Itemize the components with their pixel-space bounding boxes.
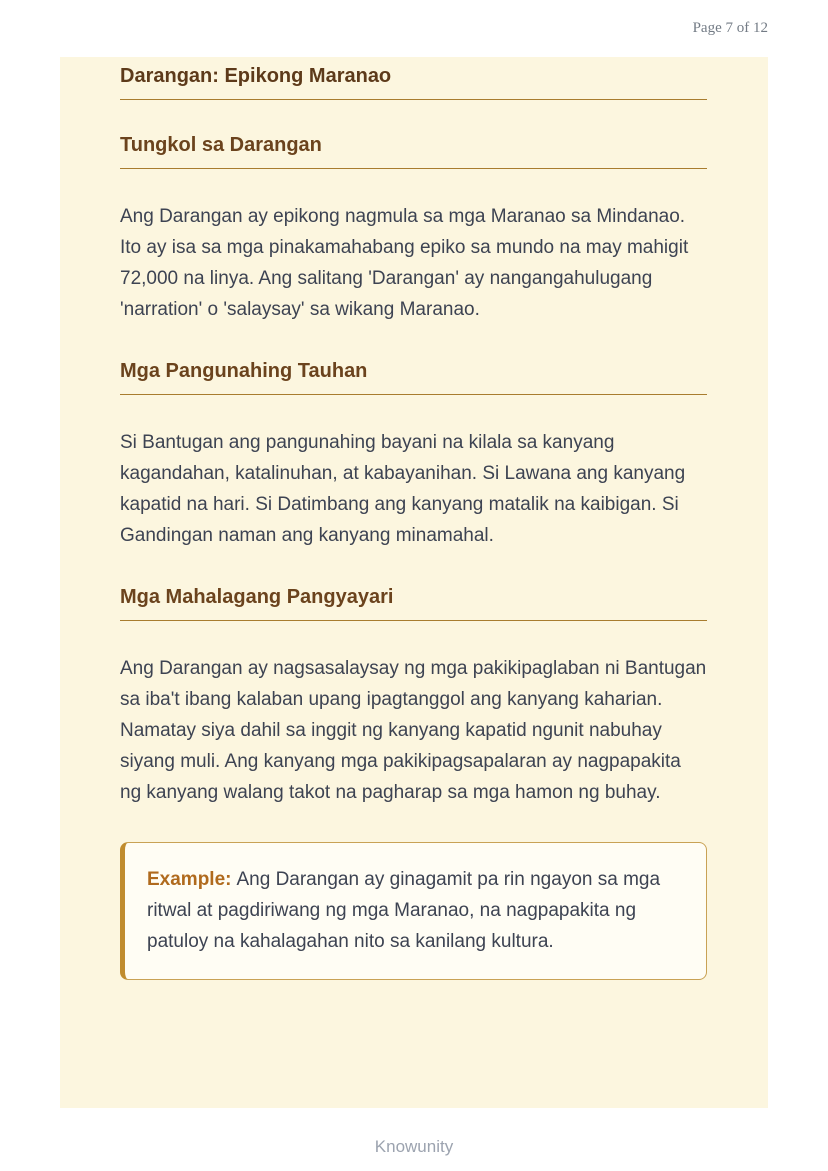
section-body-tungkol-sa-darangan: Ang Darangan ay epikong nagmula sa mga Maranao sa Mindanao. Ito ay isa sa mga pinakamahabang epiko sa mundo na may mahigit 72,000 na linya. Ang salitang 'Darangan' ay nangangahulugang 'narration' o 'salaysay' sa wikang Maranao. — [120, 206, 689, 320]
page-title: Darangan: Epikong Maranao — [120, 63, 707, 100]
section-heading-tungkol-sa-darangan: Tungkol sa Darangan — [120, 132, 707, 169]
example-label: Example: — [147, 869, 232, 890]
section-body-mga-pangunahing-tauhan: Si Bantugan ang pangunahing bayani na kilala sa kanyang kagandahan, katalinuhan, at kabayanihan. Si Lawana ang kanyang kapatid na hari. Si Datimbang ang kanyang matalik na kaibigan. Si Gandingan naman ang kanyang minamahal. — [120, 432, 686, 546]
footer-brand: Knowunity — [374, 1137, 454, 1156]
section-heading-mga-pangunahing-tauhan: Mga Pangunahing Tauhan — [120, 358, 707, 395]
section-heading-mga-mahalagang-pangyayari: Mga Mahalagang Pangyayari — [120, 584, 707, 621]
section-body-mga-mahalagang-pangyayari: Ang Darangan ay nagsasalaysay ng mga pakikipaglaban ni Bantugan sa iba't ibang kalaban upang ipagtanggol ang kanyang kaharian. Namatay siya dahil sa inggit ng kanyang kapatid ngunit nabuhay siyang muli. Ang kanyang mga pakikipagsapalaran ay nagpapakita ng kanyang walang takot na pagharap sa mga hamon ng buhay. — [120, 658, 707, 803]
page-number: Page 7 of 12 — [692, 20, 768, 36]
example-callout — [120, 842, 707, 980]
example-text: Ang Darangan ay ginagamit pa rin ngayon sa mga ritwal at pagdiriwang ng mga Maranao, na nagpapakita ng patuloy na kahalagahan nito sa kanilang kultura. — [147, 869, 661, 952]
content-card — [60, 57, 768, 1108]
